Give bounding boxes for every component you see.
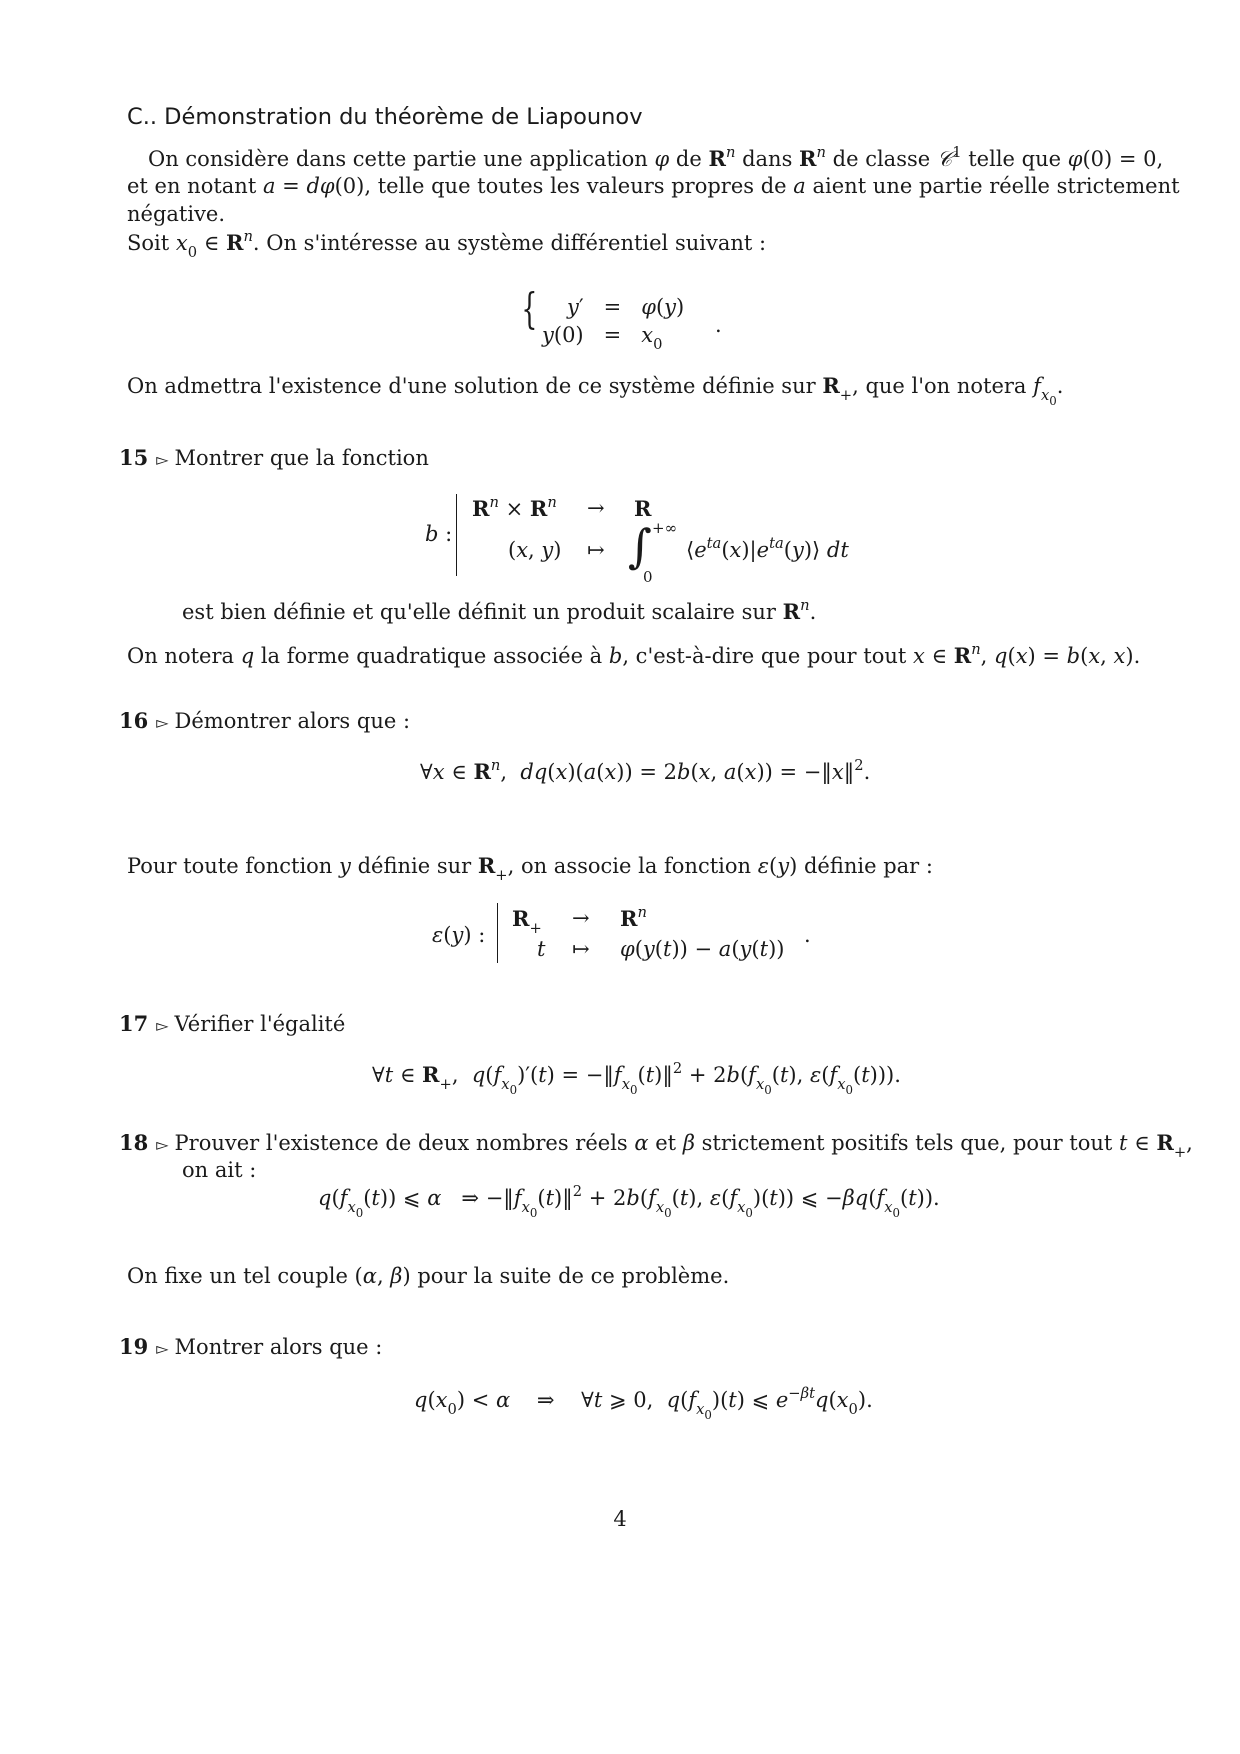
question-15: 15 ▻ Montrer que la fonction <box>119 445 429 470</box>
intro-line-2: et en notant a = dφ(0), telle que toutes les valeurs propres de a aient une partie réelle strictement <box>127 174 1180 198</box>
intro-line-4: Soit $x_0$ ∈ $R^n$. On s'intéresse au système différentiel suivant : <box>127 228 767 261</box>
integral-sign: ∫ <box>628 519 652 573</box>
q16-formula: ∀x ∈ $R^n$, dq(x)(a(x)) = 2b(x, a(x)) = −‖x‖$^2$. <box>420 757 871 784</box>
b-bar <box>456 494 457 576</box>
fix-couple-line: On fixe un tel couple (α, β) pour la suite de ce problème. <box>127 1264 730 1288</box>
question-number: 17 <box>119 1011 149 1036</box>
eps-mapsto: ↦ <box>572 937 590 961</box>
q18-line-2: on ait : <box>182 1158 257 1182</box>
q17-formula: ∀t ∈ $R_+$, $q(f_{x_0})'(t)$ = $-‖f_{x_0}(t)‖^2 + 2b(f_{x_0}(t)$, $\varepsilon(f_{x_0}(t))$). <box>372 1060 901 1097</box>
b-arrow: → <box>587 496 605 520</box>
differential-system: y′ = φ(y) y(0) = $x_0$ <box>542 295 685 353</box>
eps-arg: t <box>537 937 546 961</box>
page-number: 4 <box>613 1507 627 1531</box>
intro-line-3: négative. <box>127 202 226 226</box>
intro-line-1: On considère dans cette partie une application φ de $R^n$ dans $R^n$ de classe 𝒞$^1$ telle que φ(0) = 0, <box>148 144 1164 171</box>
b-domain: $R^n \times R^n$ <box>472 494 557 521</box>
eps-arrow: → <box>572 906 590 930</box>
q19-formula: $q(x_0) < \alpha$ ⇒ ∀t ⩾ 0, $q(f_{x_0})(t)$ ⩽ $e^{-\beta t}q(x_0)$. <box>414 1385 873 1422</box>
section-title: C.. Démonstration du théorème de Liapounov <box>127 104 643 130</box>
eps-intro-line: Pour toute fonction y définie sur $R_+$, on associe la fonction ε(y) définie par : <box>127 853 933 884</box>
question-19: 19 ▻ Montrer alors que : <box>119 1334 383 1359</box>
question-number: 19 <box>119 1334 149 1359</box>
b-argument: (x, y) <box>508 538 562 562</box>
eps-codomain: $R^n$ <box>620 904 647 931</box>
question-number: 16 <box>119 708 149 733</box>
b-codomain: R <box>634 496 652 521</box>
eps-label: ε(y) : <box>432 923 486 947</box>
eps-value: φ(y(t)) − a(y(t)) <box>620 937 785 961</box>
integral-lower: 0 <box>643 568 653 586</box>
q18-formula: $q(f_{x_0}(t))$ ⩽ α ⇒ $-‖f_{x_0}(t)‖^2 + 2b(f_{x_0}(t)$, $\varepsilon(f_{x_0})(t)$) ⩽ $-\beta q(f_{x_0}(t))$. <box>318 1183 940 1220</box>
note-q-line: On notera q la forme quadratique associée à b, c'est-à-dire que pour tout x ∈ $R^n$, q(x) = b(x, x). <box>127 641 1141 668</box>
question-17: 17 ▻ Vérifier l'égalité <box>119 1011 346 1036</box>
system-period: . <box>715 313 722 337</box>
eps-domain: $R_+$ <box>512 906 542 937</box>
question-number: 15 <box>119 445 149 470</box>
q15-after: est bien définie et qu'elle définit un produit scalaire sur $R^n$. <box>182 597 817 624</box>
question-16: 16 ▻ Démontrer alors que : <box>119 708 411 733</box>
question-18: 18 ▻ Prouver l'existence de deux nombres réels α et β strictement positifs tels que, pour tout t ∈ $R_+$, <box>119 1130 1193 1161</box>
eps-bar <box>497 903 498 963</box>
b-label: b : <box>425 522 453 546</box>
question-number: 18 <box>119 1130 149 1155</box>
b-mapsto: ↦ <box>587 538 605 562</box>
system-brace: { <box>521 284 538 333</box>
admit-line: On admettra l'existence d'une solution de ce système définie sur $R_+$, que l'on notera $f_{x_0}$. <box>127 373 1064 408</box>
integrand: $⟨e^{ta}(x)|e^{ta}(y)⟩$ dt <box>686 535 849 562</box>
integral-upper: +∞ <box>652 519 678 537</box>
eps-period: . <box>804 923 811 947</box>
